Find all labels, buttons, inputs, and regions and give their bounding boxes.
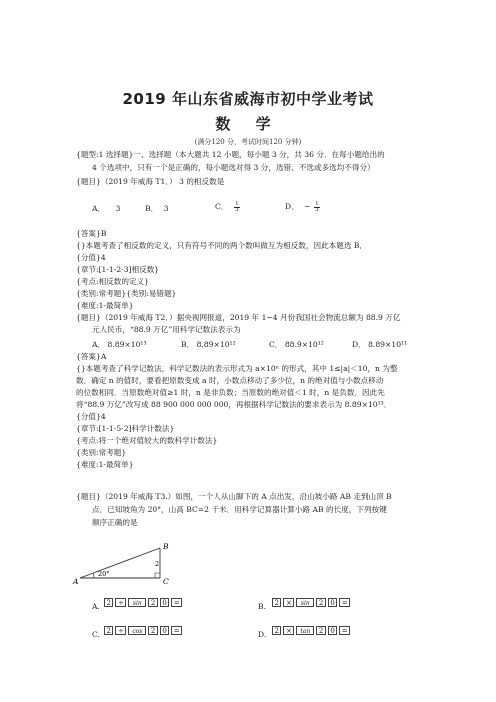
side-label: 2	[155, 560, 160, 568]
q2-score: {分值}4	[76, 412, 106, 421]
key: 2	[148, 626, 157, 635]
section-heading-line1: {题型:1 选择题}一、选择题（本大题共 12 小题，每小题 3 分，共 36 分．在每小题给出的	[76, 150, 385, 159]
q1-option-c	[215, 201, 240, 213]
key: =	[339, 626, 350, 635]
q1-option-b	[145, 203, 168, 214]
vertex-label-a: A	[73, 577, 79, 586]
key: 2	[148, 598, 157, 607]
q1-point: {考点:相反数的定义}	[76, 277, 149, 286]
q1-option-c-fraction	[234, 202, 240, 213]
q1-stem: {题目}（2019 年威海 T1．） 3 的相反数是	[76, 177, 225, 186]
q1-option-c-label: C．	[215, 202, 229, 211]
q1-option-d	[285, 201, 320, 213]
key: 0	[328, 598, 337, 607]
q3-option-a-label: A.	[92, 602, 100, 611]
key: sin	[296, 598, 314, 607]
q1-score: {分值}4	[76, 253, 106, 262]
fraction-numerator: 1	[235, 200, 239, 207]
q2-difficulty: {难度:1-最简单}	[76, 460, 134, 469]
key: 0	[160, 626, 169, 635]
q3-option-b-keys	[272, 598, 350, 607]
right-angle-mark	[155, 573, 160, 578]
key: 2	[316, 626, 325, 635]
q2-option-a: A． 8.89×10¹³	[92, 340, 147, 349]
key: 2	[272, 598, 281, 607]
q1-category: {类别:常考题}{类别:易错题}	[76, 289, 177, 298]
q2-analysis-line2: 数．确定 n 的值时，要看把原数变成 a 时，小数点移动了多少位，n 的绝对值与小数点移动	[76, 376, 384, 385]
q3-stem-line3: 顺序正确的是	[92, 518, 138, 527]
q3-option-a-keys	[104, 598, 182, 607]
key: =	[171, 626, 182, 635]
q3-option-d-keys	[272, 626, 350, 635]
q2-stem-line1: {题目}（2019 年威海 T2．）据央视网报道，2019 年 1~4 月份我国社会物流总额为 88.9 万亿	[76, 313, 401, 322]
q1-difficulty: {难度:1-最简单}	[76, 301, 134, 310]
key: ÷	[115, 598, 126, 607]
subject-title: 数 学	[215, 115, 281, 133]
q3-option-c-label: C.	[92, 630, 100, 639]
key: sin	[128, 598, 146, 607]
q1-option-d-sign: −	[304, 202, 311, 211]
key: 0	[160, 598, 169, 607]
q2-analysis-line3: 的位数相同．当原数绝对值≥1 时，n 是非负数；当原数的绝对值＜1 时，n 是负数．因此先	[76, 388, 385, 397]
key: 2	[104, 626, 113, 635]
q2-option-c: C． 88.9×10¹²	[269, 340, 324, 349]
fraction-numerator: 1	[315, 200, 319, 207]
q1-option-a-text: 3	[115, 204, 121, 213]
q2-chapter: {章节:[1-1-5-2]科学计数法}	[76, 424, 175, 433]
key: cos	[128, 626, 146, 635]
q1-analysis: {}本题考查了相反数的定义，只有符号不同的两个数叫做互为相反数，因此本题选 B．	[76, 241, 368, 250]
fraction-denominator: 3	[235, 206, 239, 213]
triangle-side-ab	[80, 548, 160, 578]
q1-answer: {答案}B	[76, 229, 107, 238]
page-title: 2019 年山东省威海市初中学业考试	[122, 90, 374, 108]
key: ×	[283, 598, 294, 607]
q2-point: {考点:将一个绝对值较大的数科学计数法}	[76, 436, 218, 445]
vertex-label-c: C	[163, 577, 169, 586]
key: =	[339, 598, 350, 607]
q1-option-a-label: A．	[92, 204, 106, 213]
q3-option-c-keys	[104, 626, 182, 635]
angle-arc	[93, 573, 94, 578]
exam-note: (满分120 分，考试时间120 分钟)	[194, 138, 302, 146]
fraction-denominator: 3	[315, 206, 319, 213]
q2-option-b: B． 8.89×10¹²	[181, 340, 236, 349]
q2-answer: {答案}A	[76, 352, 107, 361]
q2-stem-line2: 元人民币，“88.9 万亿”用科学记数法表示为	[92, 325, 241, 334]
q2-category: {类别:常考题}	[76, 448, 127, 457]
q3-stem-line2: 点．已知坡角为 20°，山高 BC=2 千米．用科学记算器计算小路 AB 的长度，下列按键	[92, 505, 387, 514]
section-heading-line2: 4 个选项中，只有一个是正确的，每小题选对得 3 分，选错、不选或多选均不得分）	[92, 163, 375, 172]
q3-stem-line1: {题目}（2019 年威海 T3.）如图，一个人从山脚下的 A 点出发，沿山坡小路 AB 走到山顶 B	[76, 492, 392, 501]
vertex-label-b: B	[163, 542, 169, 551]
key: ×	[283, 626, 294, 635]
key: 2	[316, 598, 325, 607]
key: =	[171, 598, 182, 607]
q1-chapter: {章节:[1-1-2-3]相反数}	[76, 265, 160, 274]
key: 2	[104, 598, 113, 607]
q1-option-d-label: D．	[285, 202, 299, 211]
q3-option-b-label: B.	[258, 602, 266, 611]
q2-option-d: D． 8.89×10¹¹	[352, 340, 408, 349]
q2-analysis-line1: {}本题考查了科学记数法，科学记数法的表示形式为 a×10ⁿ 的形式，其中 1≤|a|＜10，n 为整	[76, 364, 398, 373]
q3-triangle-figure	[72, 538, 182, 586]
key: 2	[272, 626, 281, 635]
key: tan	[296, 626, 314, 635]
key: 0	[328, 626, 337, 635]
q2-analysis-line4: 将“88.9 万亿”改写成 88 900 000 000 000，再根据科学记数法的要求表示为 8.89×10¹³．	[76, 400, 392, 409]
q1-option-d-fraction	[314, 202, 320, 213]
angle-label: 20°	[98, 570, 110, 578]
q1-option-b-label: B．	[145, 204, 159, 213]
key: ÷	[115, 626, 126, 635]
q3-option-d-label: D.	[258, 630, 267, 639]
q1-option-a	[92, 203, 120, 214]
q1-option-b-text: 3	[163, 204, 169, 213]
